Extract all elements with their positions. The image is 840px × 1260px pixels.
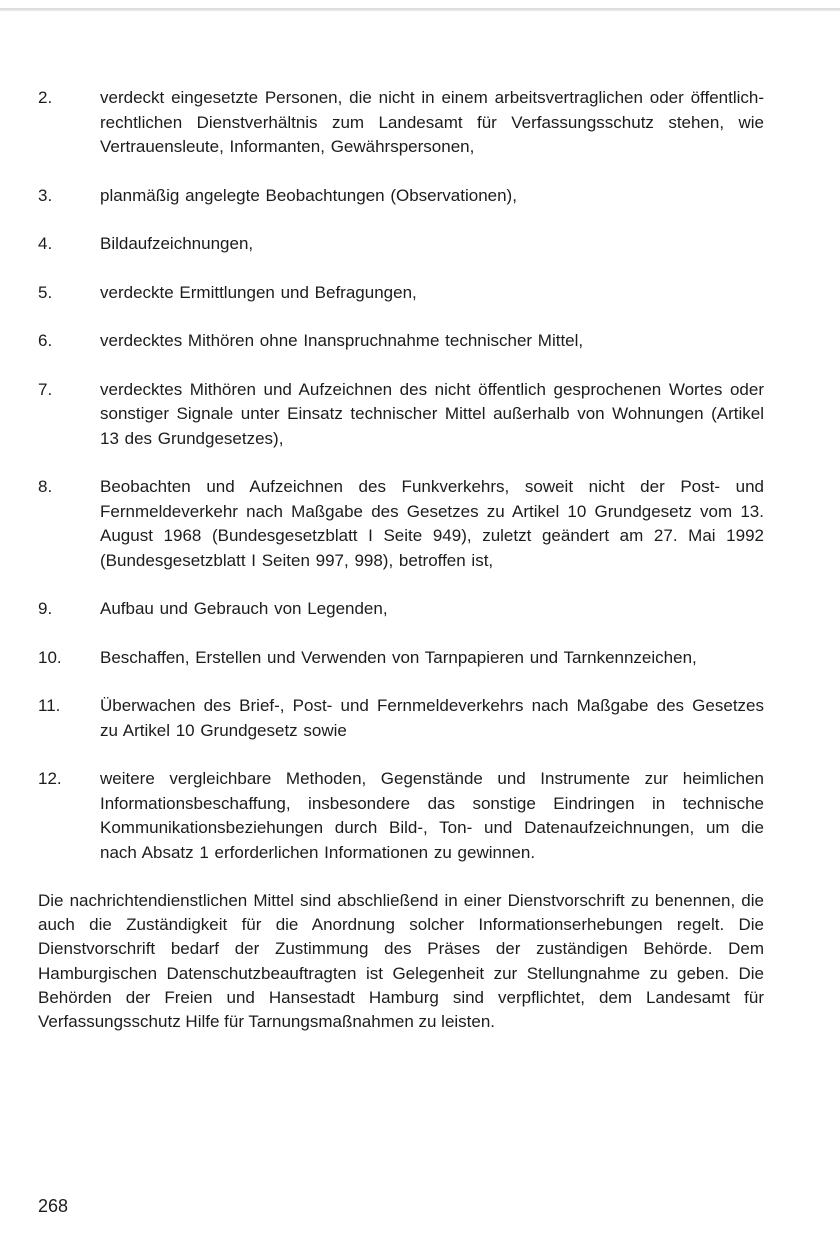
list-item-text: Beobachten und Aufzeichnen des Funkverkehrs, soweit nicht der Post- und Fernmeldeverkehr nach Maßgabe des Gesetzes zu Artikel 10 Grundgesetz vom 13. August 1968 (Bundesgesetzblatt I Seite 949), zuletzt geändert am 27. Mai 1992 (Bundesgesetzblatt I Seiten 997, 998), betroffen ist,	[100, 477, 764, 570]
list-item	[38, 767, 764, 865]
list-item-text: Bildaufzeichnungen,	[100, 234, 254, 253]
list-item-number: 4.	[38, 234, 53, 253]
list-item-text: Überwachen des Brief-, Post- und Fernmeldeverkehrs nach Maßgabe des Gesetzes zu Artikel 10 Grundgesetz sowie	[100, 696, 764, 740]
list-item-text: weitere vergleichbare Methoden, Gegenstände und Instrumente zur heimlichen Informationsbeschaffung, insbesondere das sonstige Eindringen in technische Kommunikationsbeziehungen durch Bild-, Ton- und Datenaufzeichnungen, um die nach Absatz 1 erforderlichen Informationen zu gewinnen.	[100, 769, 764, 862]
list-item-number: 10.	[38, 647, 62, 667]
list-item-text: verdeckt eingesetzte Personen, die nicht in einem arbeitsvertraglichen oder öffentlich-rechtlichen Dienstverhältnis zum Landesamt für Verfassungsschutz stehen, wie Vertrauensleute, Informanten, Gewährspersonen,	[100, 88, 764, 156]
list-item	[38, 378, 764, 452]
list-item-number: 2.	[38, 88, 53, 107]
list-item	[38, 184, 764, 209]
list-item	[38, 329, 764, 354]
list-item	[38, 86, 764, 160]
list-item-text: planmäßig angelegte Beobachtungen (Observationen),	[100, 185, 517, 205]
list-item-text: Beschaffen, Erstellen und Verwenden von Tarnpapieren und Tarnkennzeichen,	[100, 647, 697, 667]
list-item-number: 11.	[38, 696, 61, 715]
list-item-text: verdeckte Ermittlungen und Befragungen,	[100, 282, 417, 302]
list-item	[38, 597, 764, 622]
list-item	[38, 232, 764, 257]
list-item-text: Aufbau und Gebrauch von Legenden,	[100, 599, 388, 618]
list-item-number: 8.	[38, 477, 53, 496]
list-item	[38, 694, 764, 743]
list-item	[38, 281, 764, 306]
list-item-number: 9.	[38, 599, 53, 618]
document-body	[38, 86, 764, 1034]
list-item-number: 12.	[38, 769, 62, 788]
list-item-number: 3.	[38, 185, 53, 205]
list-item-text: verdecktes Mithören und Aufzeichnen des nicht öffentlich gesprochenen Wortes oder sonstiger Signale unter Einsatz technischer Mittel außerhalb von Wohnungen (Artikel 13 des Grundgesetzes),	[100, 379, 764, 448]
list-item	[38, 475, 764, 573]
top-scan-edge	[0, 8, 840, 11]
page-number: 268	[38, 1196, 69, 1216]
list-item-text: verdecktes Mithören ohne Inanspruchnahme technischer Mittel,	[100, 331, 584, 350]
list-item-number: 5.	[38, 282, 53, 302]
list-item-number: 7.	[38, 379, 53, 399]
list-item-number: 6.	[38, 331, 53, 350]
list-item	[38, 646, 764, 671]
closing-paragraph: Die nachrichtendienstlichen Mittel sind abschließend in einer Dienstvorschrift zu benennen, die auch die Zuständigkeit für die Anordnung solcher Informationserhebungen regelt. Die Dienstvorschrift bedarf der Zustimmung des Präses der zuständigen Behörde. Dem Hamburgischen Datenschutzbeauftragten ist Gelegenheit zur Stellungnahme zu geben. Die Behörden der Freien und Hansestadt Hamburg sind verpflichtet, dem Landesamt für Verfassungsschutz Hilfe für Tarnungsmaßnahmen zu leisten.	[38, 891, 764, 1032]
